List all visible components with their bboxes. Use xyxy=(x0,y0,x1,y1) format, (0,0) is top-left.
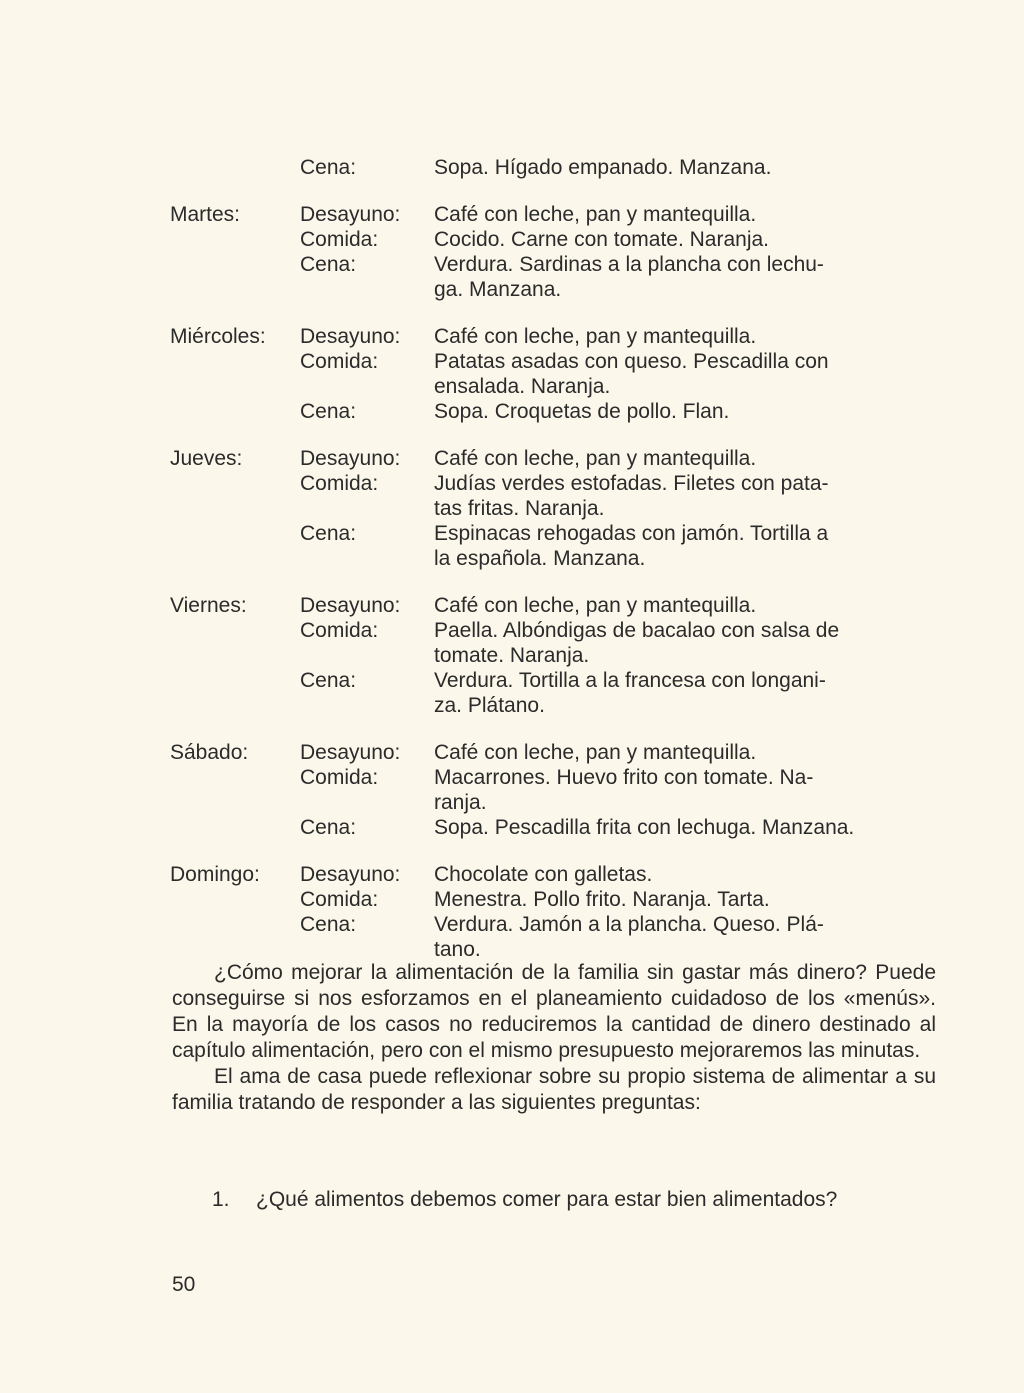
meal-description xyxy=(434,740,960,765)
meal-line: Patatas asadas con queso. Pescadilla con xyxy=(434,350,829,373)
meal-line: Cocido. Carne con tomate. Naranja. xyxy=(434,228,770,251)
meal-label: Cena: xyxy=(300,253,357,276)
meal-row xyxy=(170,887,960,912)
menu-day xyxy=(170,740,960,840)
meal-row xyxy=(170,202,960,227)
meal-description xyxy=(434,912,960,962)
meal-description xyxy=(434,324,960,349)
day-label: Jueves: xyxy=(170,447,243,470)
day-label: Miércoles: xyxy=(170,325,266,348)
meal-label: Cena: xyxy=(300,400,357,423)
meal-row xyxy=(170,155,960,180)
meal-description xyxy=(434,471,960,521)
meal-line: Verdura. Tortilla a la francesa con longani- xyxy=(434,669,826,692)
meal-line: Café con leche, pan y mantequilla. xyxy=(434,203,757,226)
meal-label: Desayuno: xyxy=(300,203,401,226)
menu-day xyxy=(170,446,960,571)
meal-line: za. Plátano. xyxy=(434,694,545,717)
paragraph-reflection: El ama de casa puede reflexionar sobre su propio sistema de alimentar a su familia tratando de responder a las siguientes preguntas: xyxy=(172,1065,936,1114)
meal-label: Comida: xyxy=(300,350,379,373)
day-label xyxy=(170,765,300,815)
page-number: 50 xyxy=(172,1273,196,1296)
meal-label: Comida: xyxy=(300,766,379,789)
meal-row xyxy=(170,471,960,521)
meal-row xyxy=(170,740,960,765)
meal-line: Café con leche, pan y mantequilla. xyxy=(434,741,757,764)
meal-description xyxy=(434,399,960,424)
day-label: Martes: xyxy=(170,203,241,226)
meal-row xyxy=(170,521,960,571)
meal-line: Café con leche, pan y mantequilla. xyxy=(434,447,757,470)
meal-line: Café con leche, pan y mantequilla. xyxy=(434,594,757,617)
meal-label: Cena: xyxy=(300,669,357,692)
meal-label: Desayuno: xyxy=(300,863,401,886)
day-label xyxy=(170,471,300,521)
meal-row xyxy=(170,815,960,840)
day-label: Viernes: xyxy=(170,594,247,617)
meal-label: Desayuno: xyxy=(300,447,401,470)
meal-label: Cena: xyxy=(300,913,357,936)
meal-line: tas fritas. Naranja. xyxy=(434,497,605,520)
meal-row xyxy=(170,252,960,302)
meal-line: Verdura. Jamón a la plancha. Queso. Plá- xyxy=(434,913,824,936)
menu-day xyxy=(170,862,960,962)
day-label xyxy=(170,887,300,912)
meal-description xyxy=(434,593,960,618)
meal-description xyxy=(434,765,960,815)
day-label xyxy=(170,349,300,399)
meal-line: ranja. xyxy=(434,791,487,814)
day-label xyxy=(170,227,300,252)
meal-line: Macarrones. Huevo frito con tomate. Na- xyxy=(434,766,814,789)
meal-description xyxy=(434,668,960,718)
menu-day xyxy=(170,155,960,180)
question-number: 1. xyxy=(212,1188,230,1211)
menu-day xyxy=(170,202,960,302)
meal-label: Cena: xyxy=(300,156,357,179)
meal-label: Cena: xyxy=(300,522,357,545)
meal-row xyxy=(170,324,960,349)
meal-row xyxy=(170,765,960,815)
meal-row xyxy=(170,349,960,399)
meal-row xyxy=(170,912,960,962)
meal-line: Café con leche, pan y mantequilla. xyxy=(434,325,757,348)
meal-description xyxy=(434,202,960,227)
meal-label: Desayuno: xyxy=(300,594,401,617)
meal-line: ga. Manzana. xyxy=(434,278,562,301)
day-label xyxy=(170,155,300,180)
day-label xyxy=(170,815,300,840)
meal-line: ensalada. Naranja. xyxy=(434,375,611,398)
meal-label: Comida: xyxy=(300,888,379,911)
menu-day xyxy=(170,324,960,424)
meal-line: tomate. Naranja. xyxy=(434,644,590,667)
day-label: Sábado: xyxy=(170,741,249,764)
question-item xyxy=(212,1187,938,1213)
meal-label: Desayuno: xyxy=(300,325,401,348)
day-label xyxy=(170,252,300,302)
meal-description xyxy=(434,155,960,180)
meal-row xyxy=(170,446,960,471)
meal-line: Espinacas rehogadas con jamón. Tortilla a xyxy=(434,522,829,545)
body-text xyxy=(172,960,936,1116)
meal-line: Paella. Albóndigas de bacalao con salsa de xyxy=(434,619,840,642)
meal-description xyxy=(434,887,960,912)
day-label: Domingo: xyxy=(170,863,260,886)
meal-line: tano. xyxy=(434,938,481,961)
meal-description xyxy=(434,521,960,571)
meal-description xyxy=(434,349,960,399)
meal-line: Verdura. Sardinas a la plancha con lechu- xyxy=(434,253,824,276)
meal-row xyxy=(170,593,960,618)
meal-line: Sopa. Croquetas de pollo. Flan. xyxy=(434,400,730,423)
meal-label: Comida: xyxy=(300,228,379,251)
meal-row xyxy=(170,862,960,887)
day-label xyxy=(170,668,300,718)
day-label xyxy=(170,912,300,962)
meal-row xyxy=(170,668,960,718)
meal-description xyxy=(434,618,960,668)
weekly-menu xyxy=(170,155,960,984)
meal-row xyxy=(170,227,960,252)
question-text: ¿Qué alimentos debemos comer para estar bien alimentados? xyxy=(256,1188,838,1211)
meal-line: la española. Manzana. xyxy=(434,547,646,570)
meal-label: Comida: xyxy=(300,619,379,642)
meal-label: Comida: xyxy=(300,472,379,495)
paragraph-intro: ¿Cómo mejorar la alimentación de la familia sin gastar más dinero? Puede conseguirse si nos esforzamos en el planeamiento cuidadoso de los «menús». En la mayoría de los casos no reduciremos la cantidad de dinero destinado al capítulo alimentación, pero con el mismo presupuesto mejoraremos las minutas. xyxy=(172,961,936,1062)
day-label xyxy=(170,399,300,424)
meal-line: Sopa. Pescadilla frita con lechuga. Manzana. xyxy=(434,816,855,839)
meal-label: Cena: xyxy=(300,816,357,839)
menu-day xyxy=(170,593,960,718)
meal-line: Chocolate con galletas. xyxy=(434,863,653,886)
meal-line: Judías verdes estofadas. Filetes con pata- xyxy=(434,472,829,495)
day-label xyxy=(170,618,300,668)
meal-row xyxy=(170,399,960,424)
day-label xyxy=(170,521,300,571)
meal-line: Sopa. Hígado empanado. Manzana. xyxy=(434,156,772,179)
meal-row xyxy=(170,618,960,668)
meal-description xyxy=(434,815,960,840)
meal-description xyxy=(434,252,960,302)
meal-label: Desayuno: xyxy=(300,741,401,764)
meal-description xyxy=(434,446,960,471)
meal-line: Menestra. Pollo frito. Naranja. Tarta. xyxy=(434,888,770,911)
meal-description xyxy=(434,227,960,252)
meal-description xyxy=(434,862,960,887)
